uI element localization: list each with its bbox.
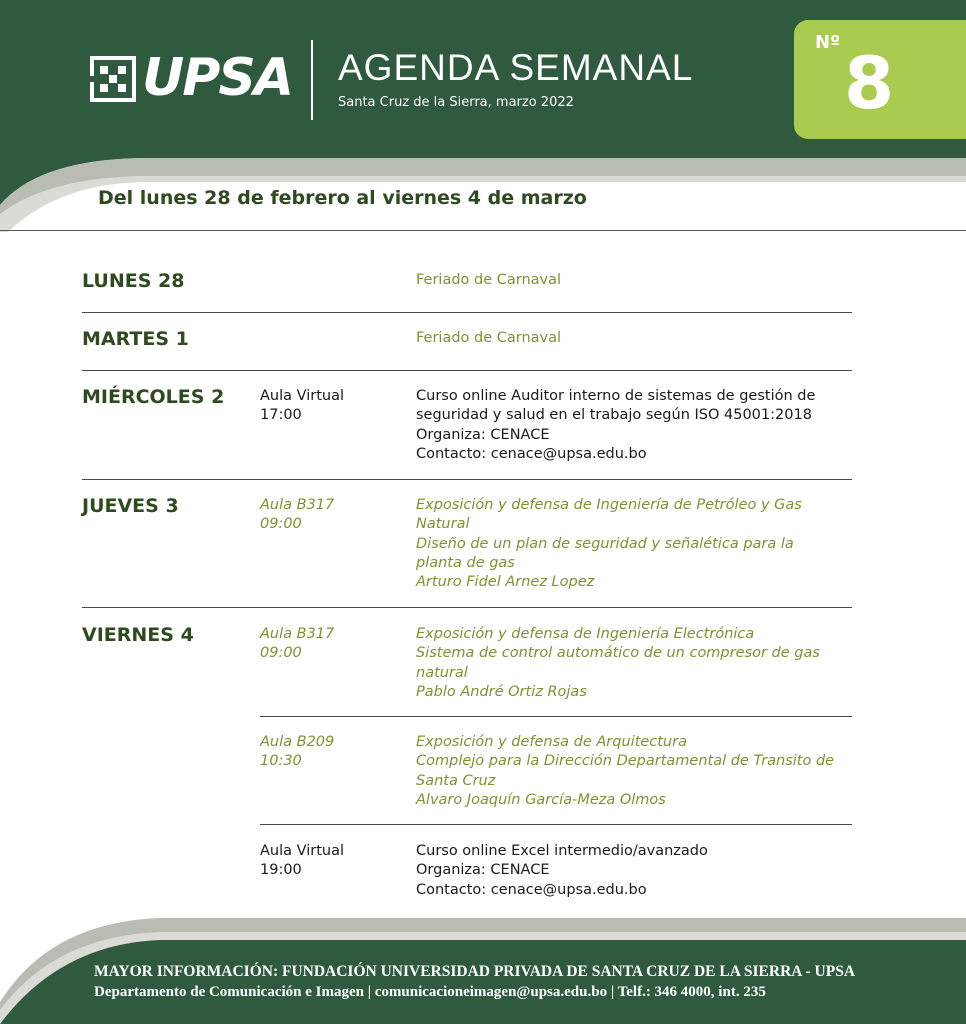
day-row-martes <box>82 326 852 370</box>
event-line: Feriado de Carnaval <box>416 330 562 346</box>
footer-contact-details: Departamento de Comunicación e Imagen | comunicacioneimagen@upsa.edu.bo | Telf.: 346 4000, int. 235 <box>94 984 766 1000</box>
day-separator <box>82 312 852 313</box>
footer <box>0 912 966 1024</box>
event-line: Pablo André Ortiz Rojas <box>416 683 587 700</box>
event-separator <box>260 824 852 825</box>
event-room: Aula Virtual <box>260 843 345 859</box>
header-divider <box>311 40 313 120</box>
event-line: seguridad y salud en el trabajo según ISO 45001:2018 <box>416 407 812 424</box>
day-separator <box>82 370 852 371</box>
event-time: 09:00 <box>260 645 302 662</box>
day-separator <box>82 607 852 608</box>
day-name: JUEVES 3 <box>82 495 179 517</box>
day-name: MIÉRCOLES 2 <box>82 386 225 408</box>
event-time: 09:00 <box>260 516 302 533</box>
day-name: LUNES 28 <box>82 270 185 292</box>
event-room: Aula B317 <box>260 497 335 513</box>
event-place <box>260 496 400 535</box>
event-line: Diseño de un plan de seguridad y señalética para la <box>416 535 794 552</box>
logo-text: UPSA <box>142 48 293 108</box>
event-place <box>260 387 400 426</box>
footer-contact-title: MAYOR INFORMACIÓN: FUNDACIÓN UNIVERSIDAD PRIVADA DE SANTA CRUZ DE LA SIERRA - UPSA <box>94 963 856 980</box>
day-row-jueves <box>82 493 852 607</box>
event-line: Alvaro Joaquín García-Meza Olmos <box>416 791 666 808</box>
day-separator <box>82 479 852 480</box>
upsa-emblem-icon <box>90 56 136 102</box>
header-rule <box>0 230 966 231</box>
event-line: Organiza: CENACE <box>416 862 550 879</box>
event-line: planta de gas <box>416 554 515 571</box>
event-room: Aula B317 <box>260 626 335 642</box>
event-line: natural <box>416 664 468 681</box>
day-name: MARTES 1 <box>82 328 189 350</box>
event-line: Contacto: cenace@upsa.edu.bo <box>416 445 647 462</box>
event-line: Exposición y defensa de Arquitectura <box>416 734 687 750</box>
event-time: 17:00 <box>260 407 302 424</box>
issue-badge <box>794 20 966 139</box>
event-line: Sistema de control automático de un compresor de gas <box>416 645 820 662</box>
event-line: Feriado de Carnaval <box>416 272 562 288</box>
event-description <box>416 733 856 810</box>
date-range: Del lunes 28 de febrero al viernes 4 de marzo <box>98 187 587 209</box>
event-description <box>416 842 856 900</box>
page-subtitle: Santa Cruz de la Sierra, marzo 2022 <box>338 95 574 110</box>
event-description <box>416 625 856 702</box>
event-line: Exposición y defensa de Ingeniería Electrónica <box>416 626 755 642</box>
day-row-viernes <box>82 622 852 902</box>
event-line: Organiza: CENACE <box>416 426 550 443</box>
day-row-miercoles <box>82 384 852 480</box>
event-place <box>260 842 400 881</box>
day-name: VIERNES 4 <box>82 624 194 646</box>
event-place <box>260 733 400 772</box>
event-line: Contacto: cenace@upsa.edu.bo <box>416 881 647 898</box>
event-line: Santa Cruz <box>416 772 496 789</box>
issue-number: 8 <box>844 41 895 125</box>
event-line: Curso online Auditor interno de sistemas de gestión de <box>416 388 816 404</box>
upsa-logo <box>90 48 293 108</box>
event-description <box>416 496 856 592</box>
event-place <box>260 625 400 664</box>
page-title: AGENDA SEMANAL <box>338 47 694 88</box>
event-line: Curso online Excel intermedio/avanzado <box>416 843 708 859</box>
event-time: 19:00 <box>260 862 302 879</box>
event-room: Aula B209 <box>260 734 335 750</box>
event-room: Aula Virtual <box>260 388 345 404</box>
event-description <box>416 387 856 464</box>
event-description <box>416 271 856 290</box>
event-description <box>416 329 856 348</box>
issue-label: Nº <box>815 32 841 53</box>
header <box>0 0 966 232</box>
event-time: 10:30 <box>260 753 302 770</box>
event-separator <box>260 716 852 717</box>
event-line: Natural <box>416 516 470 533</box>
event-line: Arturo Fidel Arnez Lopez <box>416 574 595 591</box>
event-line: Complejo para la Dirección Departamental de Transito de <box>416 753 835 770</box>
day-row-lunes <box>82 268 852 312</box>
event-line: Exposición y defensa de Ingeniería de Petróleo y Gas <box>416 497 802 513</box>
